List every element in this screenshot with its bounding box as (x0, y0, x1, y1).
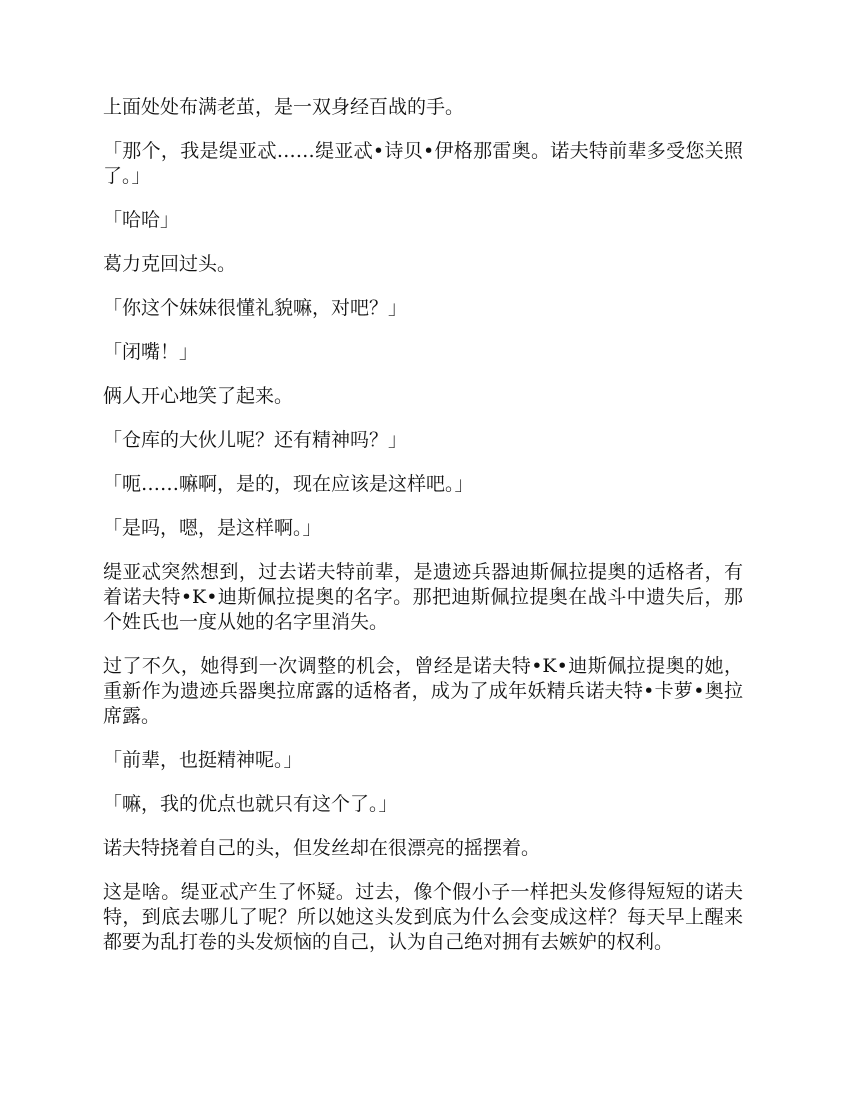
paragraph-8: 「仓库的大伙儿呢？还有精神吗？」 (103, 429, 408, 451)
paragraph-2: 「那个，我是缇亚忒……缇亚忒•诗贝•伊格那雷奥。诺夫特前辈多受您关照了。」 (103, 140, 743, 187)
paragraph-6: 「闭嘴！」 (103, 341, 199, 363)
paragraph-1: 上面处处布满老茧，是一双身经百战的手。 (103, 96, 465, 118)
paragraph-16: 这是啥。缇亚忒产生了怀疑。过去，像个假小子一样把头发修得短短的诺夫特，到底去哪儿了呢？所以她这头发到底为什么会变成这样？每天早上醒来都要为乱打卷的头发烦恼的自己，认为自己绝对拥有去嫉妒的权利。 (103, 881, 743, 953)
paragraph-11: 缇亚忒突然想到，过去诺夫特前辈，是遗迹兵器迪斯佩拉提奥的适格者，有着诺夫特•K•迪斯佩拉提奥的名字。那把迪斯佩拉提奥在战斗中遗失后，那个姓氏也一度从她的名字里消失。 (103, 561, 743, 633)
paragraph-7: 俩人开心地笑了起来。 (103, 385, 294, 407)
paragraph-12: 过了不久，她得到一次调整的机会，曾经是诺夫特•K•迪斯佩拉提奥的她，重新作为遗迹兵器奥拉席露的适格者，成为了成年妖精兵诺夫特•卡萝•奥拉席露。 (103, 655, 743, 727)
paragraph-9: 「呃……嘛啊，是的，现在应该是这样吧。」 (103, 473, 474, 495)
paragraph-3: 「哈哈」 (103, 209, 180, 231)
paragraph-10: 「是吗，嗯，是这样啊。」 (103, 517, 322, 539)
paragraph-14: 「嘛，我的优点也就只有这个了。」 (103, 793, 398, 815)
document-body (103, 95, 743, 974)
paragraph-5: 「你这个妹妹很懂礼貌嘛，对吧？」 (103, 297, 408, 319)
paragraph-4: 葛力克回过头。 (103, 253, 237, 275)
paragraph-13: 「前辈，也挺精神呢。」 (103, 749, 303, 771)
paragraph-15: 诺夫特挠着自己的头，但发丝却在很漂亮的摇摆着。 (103, 837, 541, 859)
